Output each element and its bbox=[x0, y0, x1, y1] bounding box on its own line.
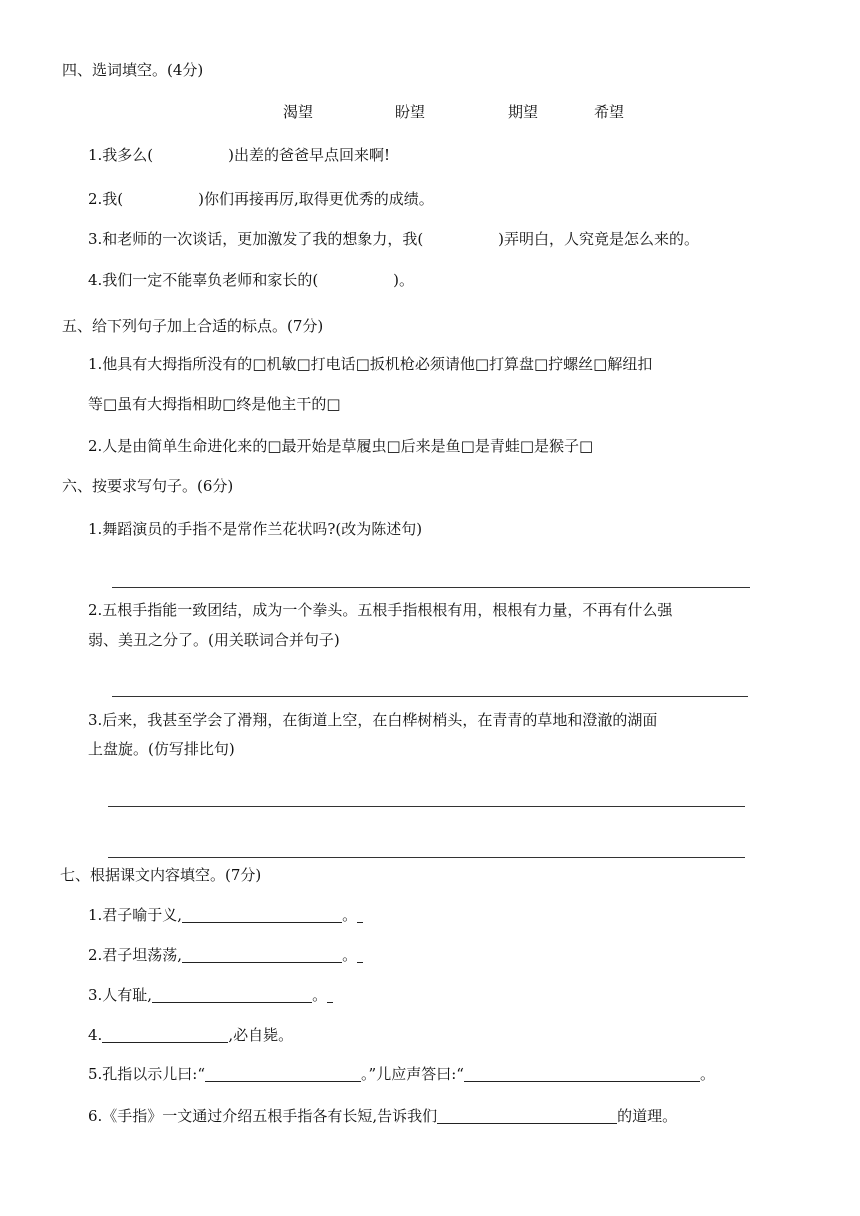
fill-blank-s7-q5-b[interactable] bbox=[464, 1065, 700, 1082]
s7-q5-middle: 。”儿应声答曰:“ bbox=[361, 1065, 464, 1083]
fill-blank-s7-q5-a[interactable] bbox=[205, 1065, 361, 1082]
s7-q2-suffix: 。 bbox=[342, 946, 358, 964]
s7-q4-prefix: 4. bbox=[88, 1026, 103, 1044]
section-6-title: 六、按要求写句子。(6分) bbox=[62, 477, 234, 495]
s4-question-1: 1.我多么( )出差的爸爸早点回来啊! bbox=[88, 146, 391, 164]
s5-question-1-line-1: 1.他具有大拇指所没有的□机敏□打电话□扳机枪必须请他□打算盘□拧螺丝□解纽扣 bbox=[88, 355, 653, 373]
section-4-title: 四、选词填空。(4分) bbox=[62, 61, 204, 79]
answer-line-s6-q1[interactable] bbox=[112, 587, 750, 588]
blank-tail bbox=[327, 986, 333, 1003]
s6-question-2-line-2: 弱、美丑之分了。(用关联词合并句子) bbox=[88, 631, 340, 649]
fill-blank-s7-q1[interactable] bbox=[182, 906, 342, 923]
s7-question-1 bbox=[88, 905, 363, 925]
s7-question-4 bbox=[88, 1025, 293, 1045]
s7-q4-suffix: ,必自毙。 bbox=[228, 1026, 294, 1044]
blank-tail bbox=[357, 906, 363, 923]
s7-question-5 bbox=[88, 1064, 715, 1084]
s5-question-1-line-2: 等□虽有大拇指相助□终是他主干的□ bbox=[88, 395, 341, 413]
s7-question-2 bbox=[88, 945, 363, 965]
s7-q2-prefix: 2.君子坦荡荡, bbox=[88, 946, 183, 964]
s6-question-3-line-2: 上盘旋。(仿写排比句) bbox=[88, 740, 235, 758]
section-5-title: 五、给下列句子加上合适的标点。(7分) bbox=[62, 317, 324, 335]
s7-q6-prefix: 6.《手指》一文通过介绍五根手指各有长短,告诉我们 bbox=[88, 1107, 438, 1125]
section-7-title: 七、根据课文内容填空。(7分) bbox=[60, 866, 262, 884]
blank-tail bbox=[357, 946, 363, 963]
answer-line-s6-q2[interactable] bbox=[112, 696, 748, 697]
s7-question-6 bbox=[88, 1106, 677, 1126]
s4-question-4: 4.我们一定不能辜负老师和家长的( )。 bbox=[88, 271, 415, 289]
word-option-3: 期望 bbox=[508, 103, 539, 121]
fill-blank-s7-q2[interactable] bbox=[182, 946, 342, 963]
s4-question-2: 2.我( )你们再接再厉,取得更优秀的成绩。 bbox=[88, 190, 434, 208]
word-option-4: 希望 bbox=[594, 103, 625, 121]
s4-question-3: 3.和老师的一次谈话，更加激发了我的想象力，我( )弄明白，人究竟是怎么来的。 bbox=[88, 230, 700, 248]
s6-question-2-line-1: 2.五根手指能一致团结，成为一个拳头。五根手指根根有用，根根有力量，不再有什么强 bbox=[88, 601, 673, 619]
s7-q1-suffix: 。 bbox=[342, 906, 358, 924]
s5-question-2: 2.人是由简单生命进化来的□最开始是草履虫□后来是鱼□是青蛙□是猴子□ bbox=[88, 437, 594, 455]
word-option-1: 渴望 bbox=[283, 103, 314, 121]
word-option-2: 盼望 bbox=[395, 103, 426, 121]
s7-q3-prefix: 3.人有耻, bbox=[88, 986, 153, 1004]
fill-blank-s7-q6[interactable] bbox=[437, 1107, 617, 1124]
s7-q5-prefix: 5.孔指以示儿曰:“ bbox=[88, 1065, 206, 1083]
answer-line-s6-q3-a[interactable] bbox=[108, 806, 745, 807]
fill-blank-s7-q3[interactable] bbox=[152, 986, 312, 1003]
s7-q1-prefix: 1.君子喻于义, bbox=[88, 906, 183, 924]
s7-q3-suffix: 。 bbox=[312, 986, 328, 1004]
s7-question-3 bbox=[88, 985, 333, 1005]
answer-line-s6-q3-b[interactable] bbox=[108, 857, 745, 858]
fill-blank-s7-q4[interactable] bbox=[102, 1026, 228, 1043]
s6-question-1: 1.舞蹈演员的手指不是常作兰花状吗?(改为陈述句) bbox=[88, 520, 423, 538]
s6-question-3-line-1: 3.后来，我甚至学会了滑翔，在街道上空，在白桦树梢头，在青青的草地和澄澈的湖面 bbox=[88, 711, 658, 729]
s7-q5-suffix: 。 bbox=[699, 1065, 715, 1083]
s7-q6-suffix: 的道理。 bbox=[617, 1107, 678, 1125]
